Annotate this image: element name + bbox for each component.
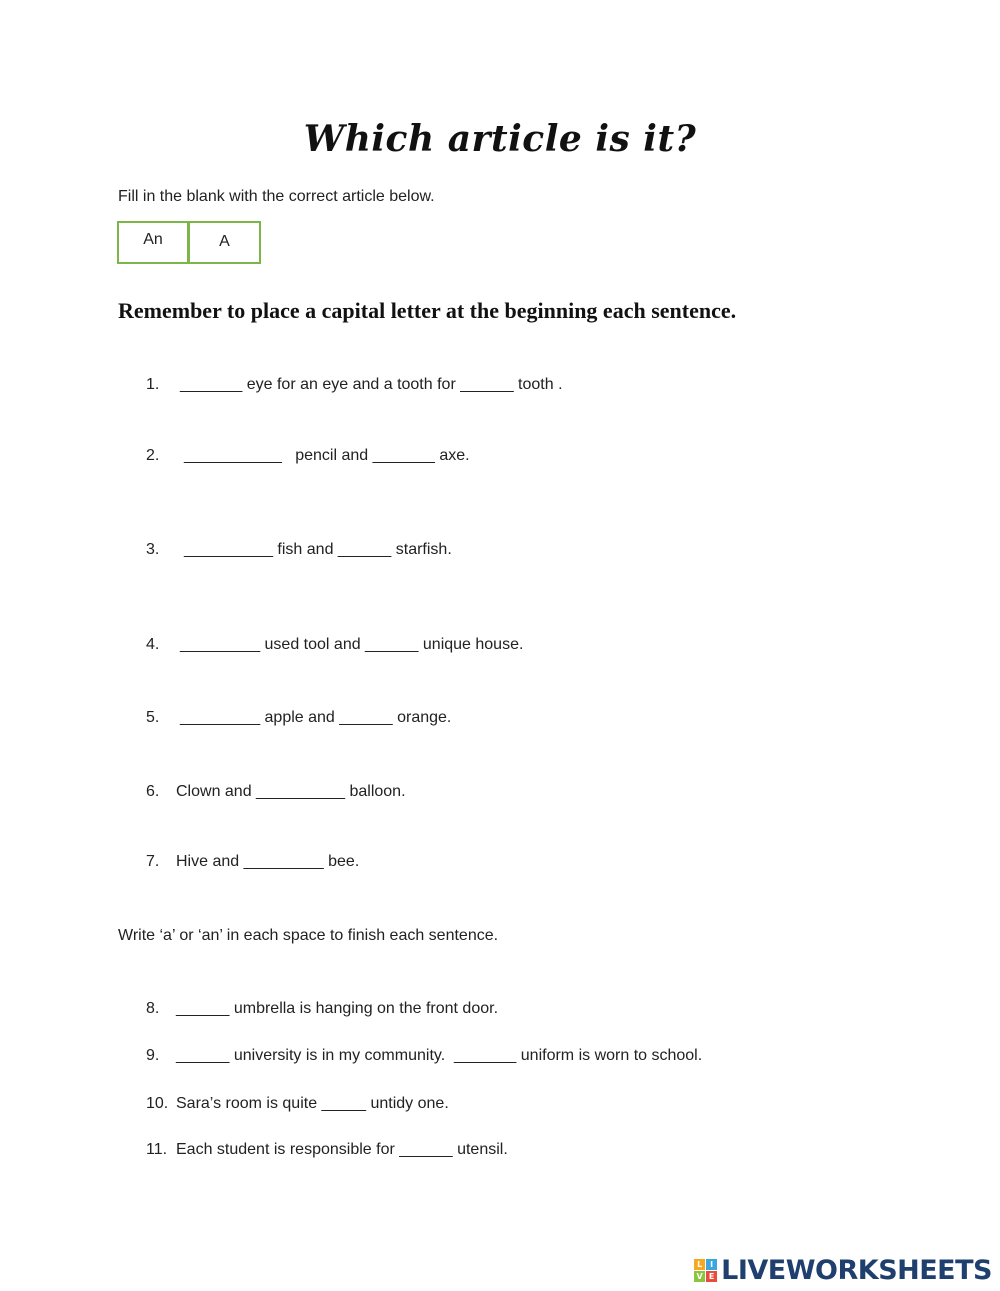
item-number: 11. — [146, 1141, 168, 1158]
logo-mark-icon — [694, 1259, 717, 1282]
article-option-an: An — [117, 221, 189, 264]
item-sentence: _______ eye for an eye and a tooth for ______ tooth . — [180, 376, 563, 393]
item-number: 2. — [146, 447, 160, 464]
logo-text: LIVEWORKSHEETS — [721, 1254, 992, 1286]
item-sentence: __________ fish and ______ starfish. — [184, 541, 452, 558]
item-sentence: Each student is responsible for ______ utensil. — [176, 1141, 508, 1158]
logo-mark-letter: E — [706, 1271, 717, 1282]
liveworksheets-logo — [694, 1253, 992, 1287]
item-number: 8. — [146, 1000, 160, 1017]
instruction-write-article: Write ‘a’ or ‘an’ in each space to finish each sentence. — [118, 927, 499, 944]
reminder-heading: Remember to place a capital letter at the beginning each sentence. — [118, 298, 737, 323]
item-sentence: Clown and __________ balloon. — [176, 783, 406, 800]
item-sentence: ______ university is in my community. _______ uniform is worn to school. — [176, 1047, 703, 1064]
item-sentence: Hive and _________ bee. — [176, 853, 360, 870]
instruction-fill-blank: Fill in the blank with the correct article below. — [118, 188, 435, 205]
item-number: 7. — [146, 853, 160, 870]
item-number: 5. — [146, 709, 160, 726]
item-number: 3. — [146, 541, 160, 558]
item-number: 6. — [146, 783, 160, 800]
item-sentence: _________ used tool and ______ unique house. — [180, 636, 524, 653]
item-number: 4. — [146, 636, 160, 653]
item-number: 10. — [146, 1095, 169, 1112]
item-number: 1. — [146, 376, 160, 393]
logo-mark-letter: I — [706, 1259, 717, 1270]
logo-mark-letter: L — [694, 1259, 705, 1270]
worksheet-title: Which article is it? — [303, 118, 697, 160]
logo-mark-letter: V — [694, 1271, 705, 1282]
item-sentence: _________ apple and ______ orange. — [180, 709, 452, 726]
article-option-a: A — [188, 221, 261, 264]
item-number: 9. — [146, 1047, 160, 1064]
item-sentence: Sara’s room is quite _____ untidy one. — [176, 1095, 449, 1112]
item-sentence: ___________ pencil and _______ axe. — [184, 447, 470, 464]
item-sentence: ______ umbrella is hanging on the front door. — [176, 1000, 499, 1017]
